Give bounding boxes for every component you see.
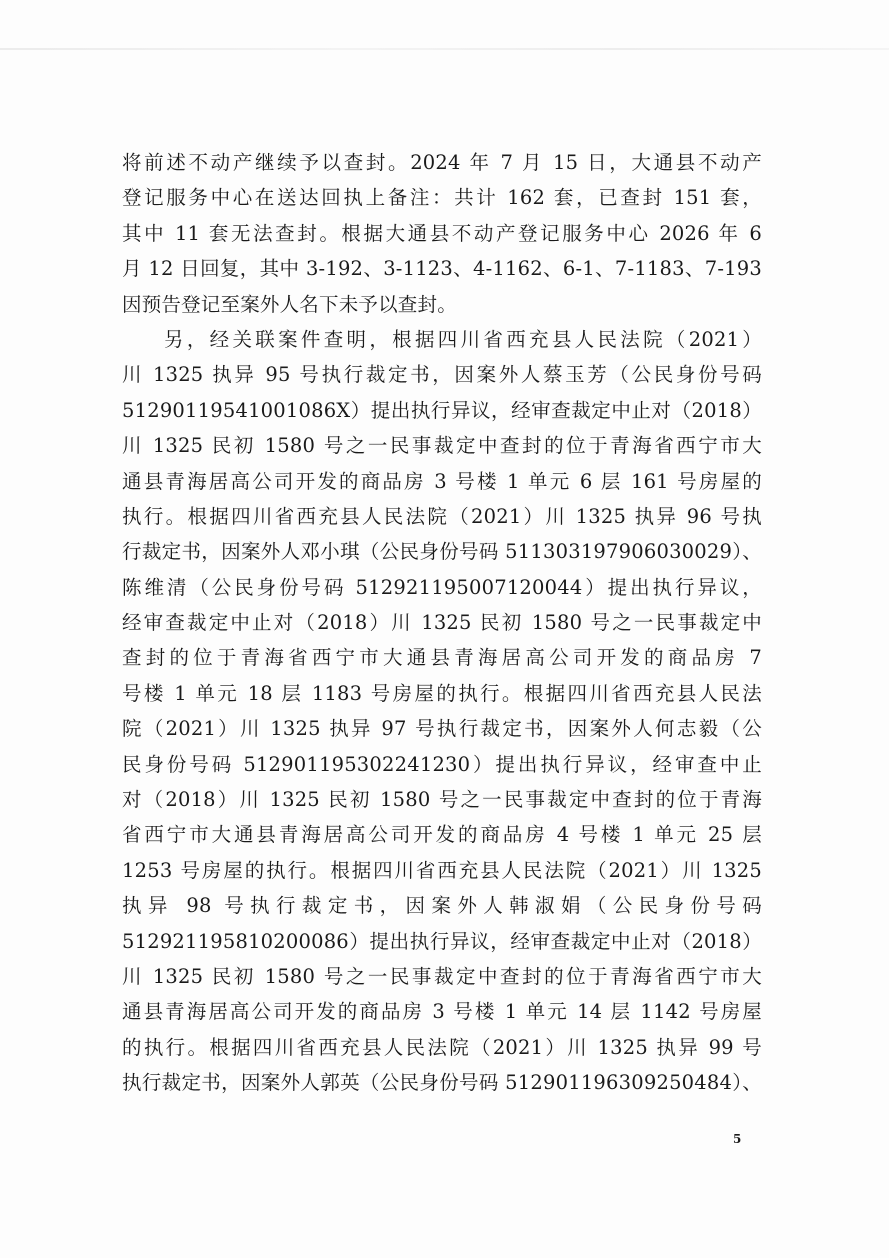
text-line: 通县青海居高公司开发的商品房 3 号楼 1 单元 6 层 161 号房屋的 [122,469,762,493]
text-line: 执异 98 号执行裁定书，因案外人韩淑娟（公民身份号码 [122,894,762,918]
text-line: 执行。根据四川省西充县人民法院（2021）川 1325 执异 96 号执 [122,504,762,528]
text-line: 执行裁定书，因案外人郭英（公民身份号码 512901196309250484）、 [122,1071,762,1095]
text-line: 通县青海居高公司开发的商品房 3 号楼 1 单元 14 层 1142 号房屋 [122,1000,762,1024]
text-line: 因预告登记至案外人名下未予以查封。 [122,292,457,316]
text-line: 的执行。根据四川省西充县人民法院（2021）川 1325 执异 99 号 [122,1035,762,1059]
text-line: 登记服务中心在送达回执上备注：共计 162 套，已查封 151 套， [122,186,762,210]
text-line: 省西宁市大通县青海居高公司开发的商品房 4 号楼 1 单元 25 层 [122,823,762,847]
text-line: 将前述不动产继续予以查封。2024 年 7 月 15 日，大通县不动产 [122,151,762,174]
text-line: 民身份号码 512901195302241230）提出执行异议，经审查中止 [122,752,762,776]
text-line: 川 1325 执异 95 号执行裁定书，因案外人蔡玉芳（公民身份号码 [122,363,762,387]
paragraph-start-line: 另，经关联案件查明，根据四川省西充县人民法院（2021） [164,327,762,351]
text-line: 查封的位于青海省西宁市大通县青海居高公司开发的商品房 7 [122,646,762,670]
text-line: 行裁定书，因案外人邓小琪（公民身份号码 511303197906030029）、 [122,540,762,564]
text-line: 陈维清（公民身份号码 512921195007120044）提出执行异议， [122,575,762,599]
text-line: 1253 号房屋的执行。根据四川省西充县人民法院（2021）川 1325 [122,858,762,882]
text-line: 川 1325 民初 1580 号之一民事裁定中查封的位于青海省西宁市大 [122,964,762,988]
text-line: 其中 11 套无法查封。根据大通县不动产登记服务中心 2026 年 6 [122,221,762,245]
text-line: 51290119541001086X）提出执行异议，经审查裁定中止对（2018） [122,398,762,422]
text-line: 川 1325 民初 1580 号之一民事裁定中查封的位于青海省西宁市大 [122,434,762,458]
text-line: 月 12 日回复，其中 3-192、3-1123、4-1162、6-1、7-1183、7-193 [122,257,762,281]
page-number: 5 [733,1132,742,1146]
text-line: 对（2018）川 1325 民初 1580 号之一民事裁定中查封的位于青海 [122,788,762,812]
text-line: 经审查裁定中止对（2018）川 1325 民初 1580 号之一民事裁定中 [122,611,762,635]
body-text [122,145,762,1101]
text-line: 512921195810200086）提出执行异议，经审查裁定中止对（2018） [122,929,762,953]
text-line: 号楼 1 单元 18 层 1183 号房屋的执行。根据四川省西充县人民法 [122,681,762,705]
scan-edge-line [0,48,889,50]
text-line: 院（2021）川 1325 执异 97 号执行裁定书，因案外人何志毅（公 [122,717,762,741]
